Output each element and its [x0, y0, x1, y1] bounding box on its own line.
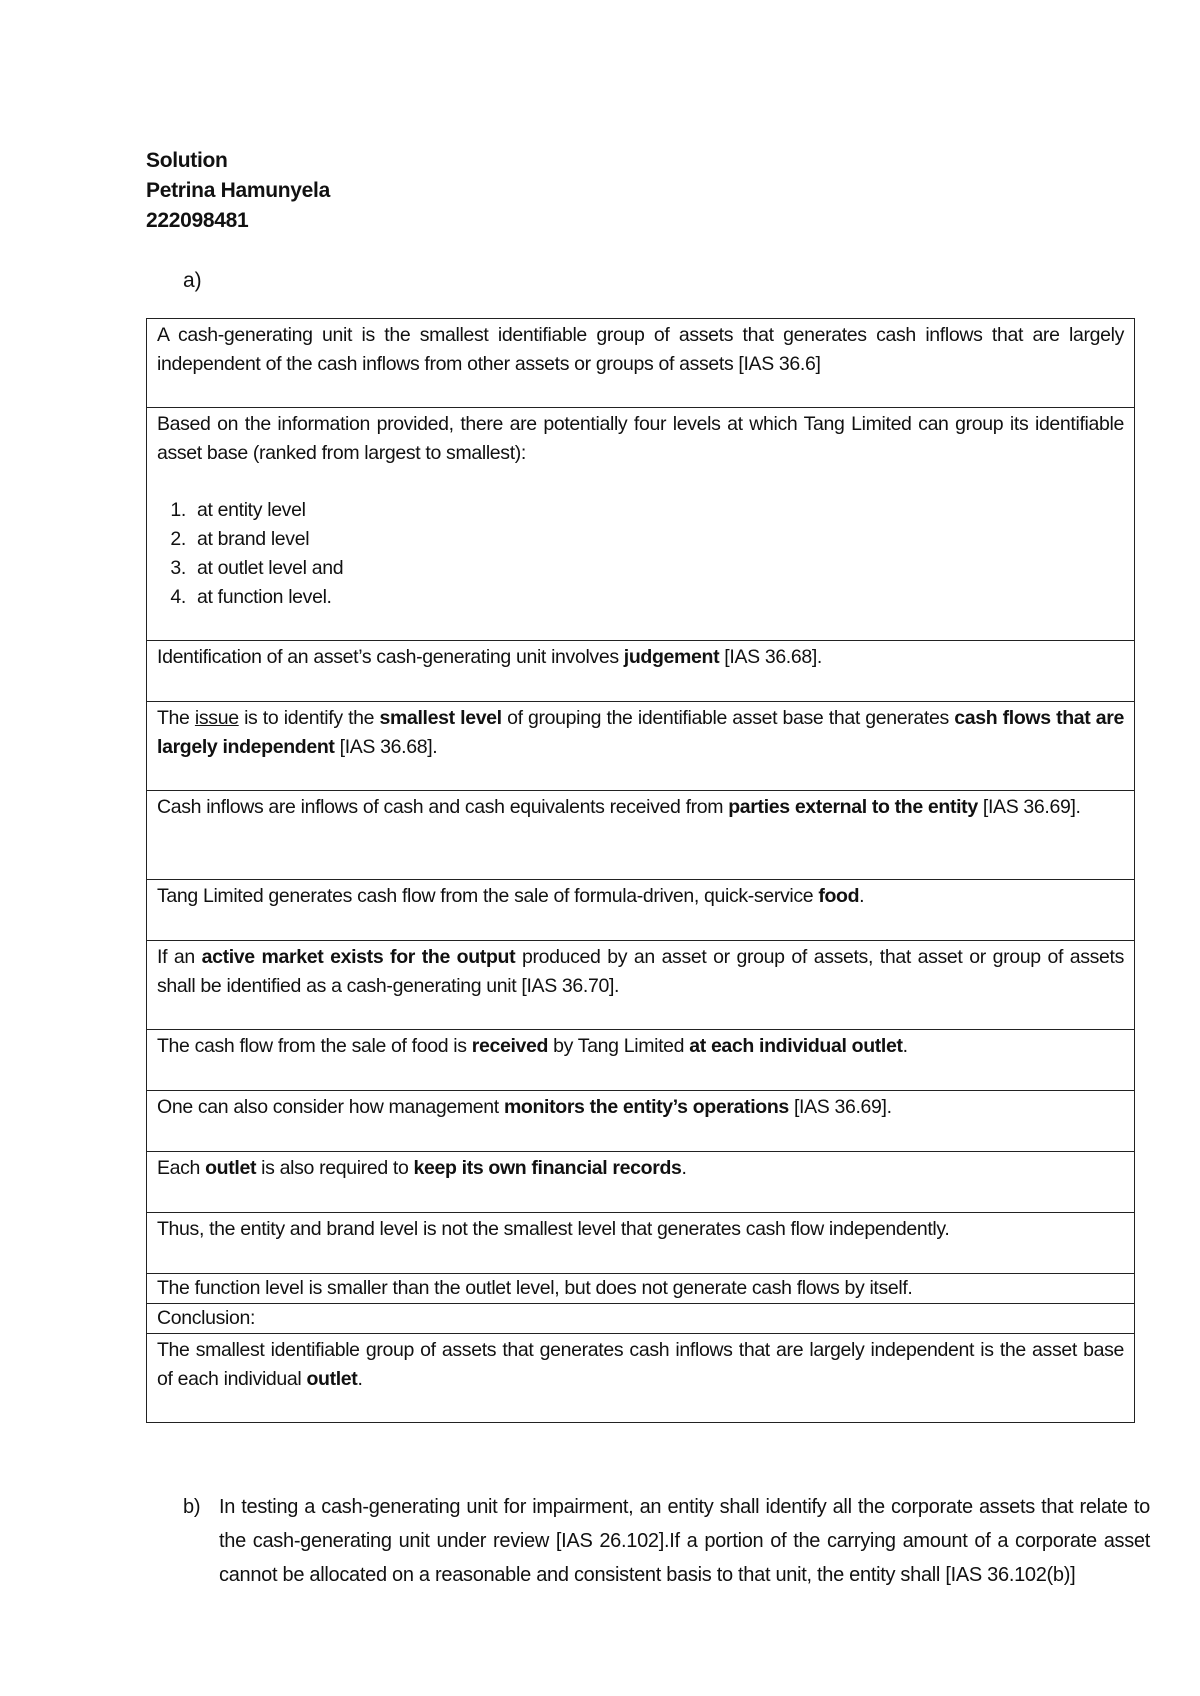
- section-a-answer-table: [146, 318, 1135, 1423]
- levels-list: [157, 496, 1124, 612]
- table-row: [147, 880, 1135, 941]
- table-row: [147, 941, 1135, 1030]
- text-run: .: [902, 1035, 908, 1057]
- list-item: 3. at outlet level and: [191, 554, 1124, 583]
- conclusion-cell: [147, 1334, 1135, 1423]
- table-row: [147, 1030, 1135, 1091]
- text-run: [IAS 36.68].: [334, 736, 438, 758]
- text-run: is to identify the: [238, 707, 380, 729]
- text-run: of grouping the identifiable asset base that generates: [501, 707, 955, 729]
- text-run: produced by an asset or group of assets, that asset or group of assets shall be identified as a cash-generating unit [IAS 36.70].: [157, 946, 1125, 997]
- text-run: .: [859, 885, 865, 907]
- text-run: One can also consider how management: [157, 1096, 504, 1118]
- list-item: 2. at brand level: [191, 525, 1124, 554]
- section-a-label: a): [183, 269, 202, 292]
- bold-text: cash flows that are largely independent: [157, 707, 1125, 758]
- bold-text: active market exists for the output: [201, 946, 516, 968]
- financial-records-cell: [147, 1152, 1135, 1213]
- list-item: 4. at function level.: [191, 583, 1124, 612]
- text-run: If an: [157, 946, 202, 968]
- bold-text: outlet: [205, 1157, 257, 1179]
- issue-cell: [147, 702, 1135, 791]
- cgu-definition-cell: [147, 319, 1135, 408]
- text-run: Thus, the entity and brand level is not the smallest level that generates cash flow independently.: [157, 1218, 950, 1240]
- judgement-cell: [147, 641, 1135, 702]
- text-run: The function level is smaller than the outlet level, but does not generate cash flows by itself.: [157, 1277, 913, 1299]
- text-run: by Tang Limited: [548, 1035, 690, 1057]
- text-run: Each: [157, 1157, 206, 1179]
- bold-text: food: [818, 885, 860, 907]
- text-run: Tang Limited generates cash flow from the sale of formula-driven, quick-service: [157, 885, 819, 907]
- function-level-cell: [147, 1274, 1135, 1304]
- table-row: [147, 1274, 1135, 1304]
- student-number: 222098481: [146, 209, 249, 232]
- cgu-definition-text: A cash-generating unit is the smallest identifiable group of assets that generates cash inflows that are largely independent of the cash inflows from other assets or groups of assets [IAS 36.6]: [157, 324, 1124, 375]
- table-row: [147, 1091, 1135, 1152]
- table-row: [147, 791, 1135, 880]
- text-run: .: [357, 1368, 363, 1390]
- document-title: Solution: [146, 149, 228, 172]
- text-run: [IAS 36.68].: [719, 646, 823, 668]
- table-row: [147, 319, 1135, 408]
- conclusion-heading: Conclusion:: [157, 1307, 256, 1329]
- text-run: The: [157, 707, 195, 729]
- text-run: The smallest identifiable group of assets that generates cash inflows that are largely independent is the asset base of each individual: [157, 1339, 1124, 1390]
- bold-text: judgement: [623, 646, 720, 668]
- sale-of-food-cell: [147, 880, 1135, 941]
- cash-inflows-cell: [147, 791, 1135, 880]
- levels-intro: Based on the information provided, there are potentially four levels at which Tang Limited can group its identifiable asset base (ranked from largest to smallest):: [157, 413, 1124, 464]
- document-header: [146, 146, 330, 236]
- text-run: Identification of an asset’s cash-generating unit involves: [157, 646, 624, 668]
- bold-text: smallest level: [379, 707, 502, 729]
- table-row: [147, 641, 1135, 702]
- table-row: [147, 1304, 1135, 1334]
- entity-brand-level-cell: [147, 1213, 1135, 1274]
- bold-text: keep its own financial records: [413, 1157, 682, 1179]
- text-run: [IAS 36.69].: [977, 796, 1081, 818]
- text-run: [IAS 36.69].: [788, 1096, 892, 1118]
- bold-text: monitors the entity’s operations: [503, 1096, 789, 1118]
- outlet-receipt-cell: [147, 1030, 1135, 1091]
- text-run: is also required to: [256, 1157, 414, 1179]
- table-row: [147, 408, 1135, 641]
- table-row: [147, 1213, 1135, 1274]
- bold-text: outlet: [306, 1368, 358, 1390]
- underlined-text: issue: [194, 707, 239, 729]
- active-market-cell: [147, 941, 1135, 1030]
- text-run: The cash flow from the sale of food is: [157, 1035, 472, 1057]
- conclusion-heading-cell: [147, 1304, 1135, 1334]
- bold-text: at each individual outlet: [689, 1035, 903, 1057]
- author-name: Petrina Hamunyela: [146, 179, 330, 202]
- levels-cell: [147, 408, 1135, 641]
- management-monitoring-cell: [147, 1091, 1135, 1152]
- bold-text: parties external to the entity: [728, 796, 978, 818]
- section-b-label: b): [183, 1496, 201, 1518]
- table-row: [147, 702, 1135, 791]
- text-run: Cash inflows are inflows of cash and cash equivalents received from: [157, 796, 729, 818]
- bold-text: received: [471, 1035, 549, 1057]
- section-b-text: In testing a cash-generating unit for impairment, an entity shall identify all the corporate assets that relate to the cash-generating unit under review [IAS 26.102].If a portion of the carrying amount of a corporate asset cannot be allocated on a reasonable and consistent basis to that unit, the entity shall [IAS 36.102(b)]: [219, 1496, 1150, 1586]
- section-b: [183, 1490, 1150, 1592]
- table-row: [147, 1334, 1135, 1423]
- list-item: 1. at entity level: [191, 496, 1124, 525]
- text-run: .: [681, 1157, 687, 1179]
- table-row: [147, 1152, 1135, 1213]
